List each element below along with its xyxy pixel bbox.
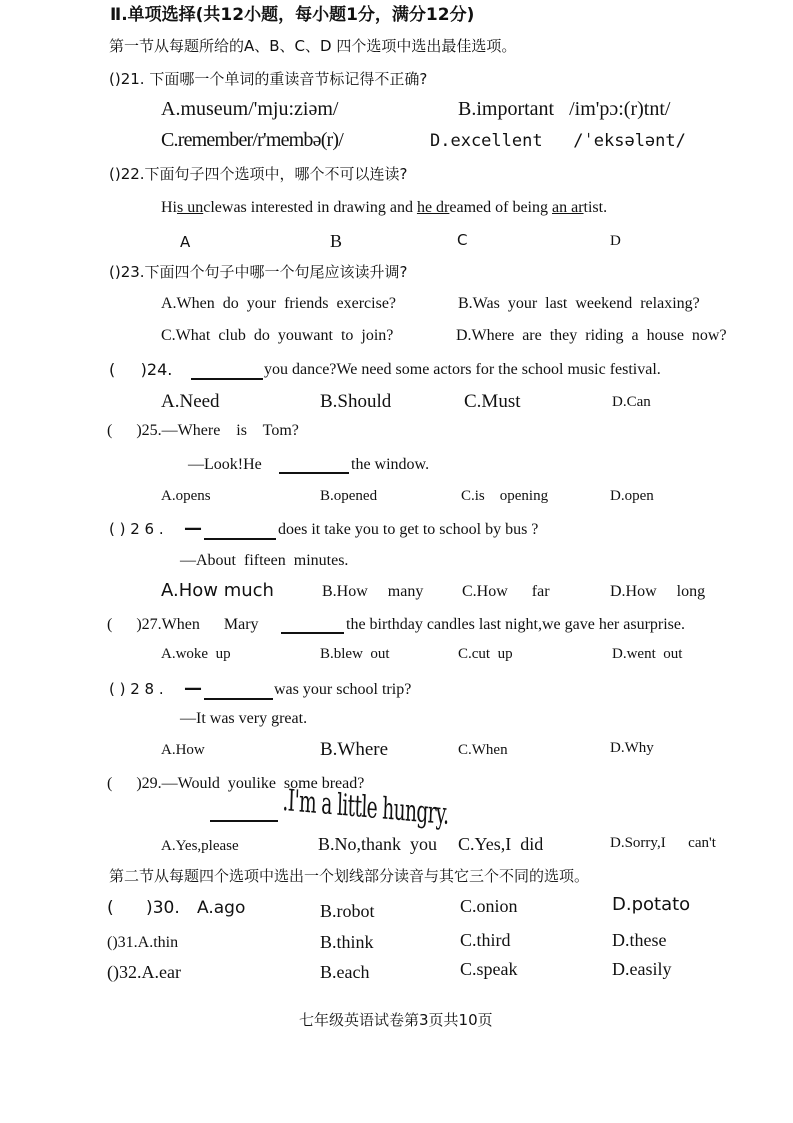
q25-option-c: C.is opening xyxy=(461,488,549,504)
q31-option-a: ()31.A.thin xyxy=(107,934,179,951)
q31-option-c: C.third xyxy=(460,930,511,950)
q25-option-b: B.opened xyxy=(320,488,378,504)
q22-sentence xyxy=(161,200,607,216)
q24-stem: you dance?We need some actors for the school music festival. xyxy=(264,361,661,378)
q22-option-b: B xyxy=(330,231,343,251)
q26-dash: — xyxy=(184,518,202,539)
q29-stem: ( )29.—Would youlike some bread? xyxy=(107,775,365,792)
q28-option-d: D.Why xyxy=(610,740,654,756)
part2-intro: 第二节从每题四个选项中选出一个划线部分读音与其它三个不同的选项。 xyxy=(109,867,590,885)
q23-option-d: D.Where are they riding a house now? xyxy=(456,327,727,344)
q26-line2: —About fifteen minutes. xyxy=(180,552,349,569)
q22-sentence-part: clewas interested in drawing and xyxy=(203,199,417,216)
q26-option-a: A.How much xyxy=(161,580,274,601)
section-title: Ⅱ.单项选择(共12小题，每小题1分，满分12分) xyxy=(110,5,475,25)
q32-option-c: C.speak xyxy=(460,959,518,979)
q24-option-a: A.Need xyxy=(161,391,220,412)
q26-option-b: B.How many xyxy=(322,583,424,600)
q28-option-b: B.Where xyxy=(320,739,389,760)
q25-stem: ( )25.—Where is Tom? xyxy=(107,422,299,439)
q22-sentence-part: eamed of being xyxy=(449,199,552,216)
q25-option-d: D.open xyxy=(610,488,654,504)
q30-paren: ( )30. xyxy=(107,898,180,918)
q21-option-a: A.museum/'mju:ziəm/ xyxy=(161,98,339,120)
q22-option-a: A xyxy=(180,233,191,251)
q30-option-c: C.onion xyxy=(460,896,518,916)
q24-option-d: D.Can xyxy=(612,394,651,410)
q27-option-c: C.cut up xyxy=(458,646,513,662)
q24-option-c: C.Must xyxy=(464,391,521,412)
q27-option-b: B.blew out xyxy=(320,646,390,662)
q24-blank xyxy=(191,378,263,380)
q29-option-b: B.No,thank you xyxy=(318,834,437,854)
q32-option-d: D.easily xyxy=(612,959,672,979)
q22-underlined-a: s un xyxy=(177,199,204,216)
q25-option-a: A.opens xyxy=(161,488,211,504)
q27-option-a: A.woke up xyxy=(161,646,231,662)
q29-option-a: A.Yes,please xyxy=(161,838,239,854)
q29-handwritten-answer: .I'm a little hungry. xyxy=(281,783,450,832)
q21-stem: ()21. 下面哪一个单词的重读音节标记得不正确? xyxy=(109,70,428,88)
q26-blank xyxy=(204,538,276,540)
q27-stem-pre: ( )27.When Mary xyxy=(107,616,259,633)
q32-option-a: ()32.A.ear xyxy=(107,962,181,982)
q30-option-d: D.potato xyxy=(612,894,691,915)
q28-blank xyxy=(204,698,273,700)
q23-option-a: A.When do your friends exercise? xyxy=(161,295,397,312)
q22-sentence-part: Hi xyxy=(161,199,177,216)
q27-stem-post: the birthday candles last night,we gave her asurprise. xyxy=(346,616,685,633)
q21-option-c: C.remember/r'membə(r)/ xyxy=(161,129,344,151)
q22-underlined-c: he dr xyxy=(416,199,450,216)
q28-option-a: A.How xyxy=(161,742,205,758)
q27-blank xyxy=(281,632,344,634)
q30-option-a: A.ago xyxy=(197,898,246,918)
q29-option-c: C.Yes,I did xyxy=(458,834,544,854)
q31-option-b: B.think xyxy=(320,932,374,952)
q30-option-b: B.robot xyxy=(320,901,375,921)
q28-paren: ( ) 2 8 . xyxy=(109,680,164,698)
q22-sentence-part: tist. xyxy=(583,199,608,216)
q26-option-d: D.How long xyxy=(610,583,706,600)
q27-option-d: D.went out xyxy=(612,646,683,662)
q21-option-d: D.excellent /ˈeksələnt/ xyxy=(430,131,686,151)
q22-option-c: C xyxy=(457,231,468,249)
q25-line2-post: the window. xyxy=(351,456,430,473)
q28-option-c: C.When xyxy=(458,742,508,758)
q23-option-b: B.Was your last weekend relaxing? xyxy=(458,295,700,312)
q31-option-d: D.these xyxy=(612,930,667,950)
q28-dash: — xyxy=(184,678,202,699)
q24-option-b: B.Should xyxy=(320,391,392,412)
q29-blank xyxy=(210,820,278,822)
q26-option-c: C.How far xyxy=(462,583,550,600)
q22-underlined-d: an ar xyxy=(552,199,584,216)
q28-line2: —It was very great. xyxy=(180,710,308,727)
part1-intro: 第一节从每题所给的A、B、C、D 四个选项中选出最佳选项。 xyxy=(109,37,517,55)
q26-paren: ( ) 2 6 . xyxy=(109,520,164,538)
q21-option-b: B.important /im'pɔ:(r)tnt/ xyxy=(458,98,671,120)
q23-stem: ()23.下面四个句子中哪一个句尾应该读升调? xyxy=(109,263,408,281)
q25-line2-pre: —Look!He xyxy=(188,456,262,473)
page-footer: 七年级英语试卷第3页共10页 xyxy=(299,1011,493,1029)
q32-option-b: B.each xyxy=(320,962,370,982)
q22-option-d: D xyxy=(610,233,621,249)
q25-blank xyxy=(279,472,349,474)
q26-stem: does it take you to get to school by bus ? xyxy=(278,521,539,538)
q28-stem: was your school trip? xyxy=(274,681,412,698)
q23-option-c: C.What club do youwant to join? xyxy=(161,327,394,344)
q29-option-d: D.Sorry,I can't xyxy=(610,835,716,851)
q24-paren: ( )24. xyxy=(109,360,173,379)
q22-stem: ()22.下面句子四个选项中，哪个不可以连读? xyxy=(109,165,408,183)
